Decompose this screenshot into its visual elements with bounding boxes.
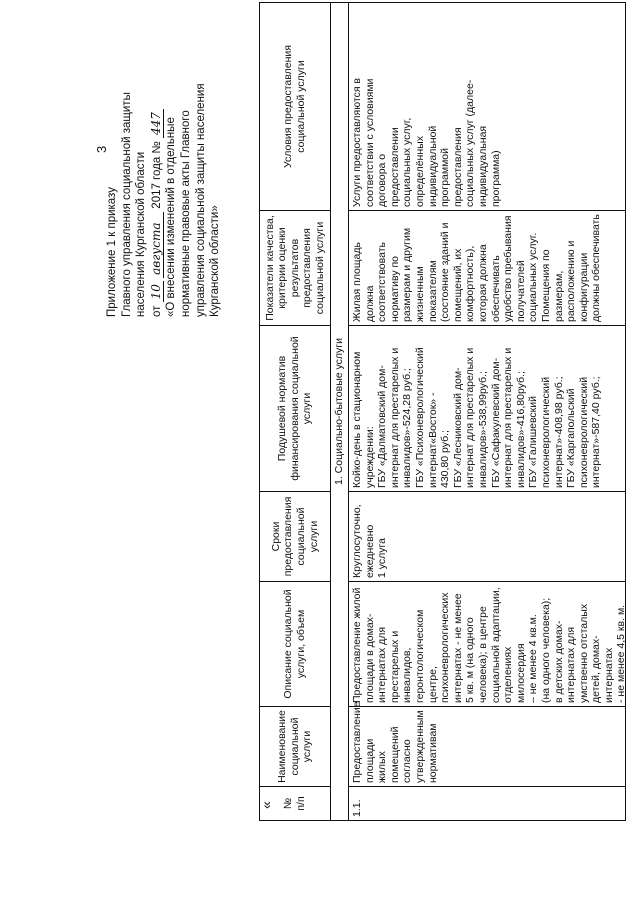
appendix-title-line-1: «О внесении изменений в отдельные	[165, 117, 178, 317]
row-conditions: Услуги предоставляются в соответствии с условиями договора о предоставлении социальных услуг, определённых индивидуальной программой предоставления социальных услуг (далее- индивидуальная программа)	[351, 77, 502, 207]
page-number: 3	[94, 145, 109, 153]
header-terms: Сроки предоставления социальной услуги	[260, 492, 331, 582]
header-quality: Показатели качества, критерии оценки результатов предоставления социальной услуги	[260, 211, 331, 326]
date-year-text: 2017 года №	[150, 141, 163, 209]
appendix-title-line-2: нормативные правовые акты Главного	[179, 110, 192, 317]
date-prefix: от	[150, 305, 163, 317]
appendix-title-line-3: управления социальной защиты населения	[194, 83, 207, 317]
row-number: 1.1.	[351, 799, 363, 817]
row-terms: Круглосуточно, ежедневно 1 услуга	[351, 504, 389, 578]
appendix-date-line	[149, 17, 165, 317]
header-number: № п/п	[260, 787, 331, 821]
appendix-line-1: Приложение 1 к приказу	[106, 187, 118, 317]
header-conditions: Условия предоставления социальной услуги	[260, 3, 331, 211]
date-month: августа	[149, 212, 165, 278]
appendix-line-2: Главного управления социальной защиты	[120, 92, 133, 317]
appendix-header	[105, 17, 223, 317]
header-service-name: Наименование социальной услуги	[260, 707, 331, 787]
order-number: 447	[149, 109, 165, 138]
row-description: Предоставление жилой площади в домах- интернатах для престарелых и инвалидов, геронтологическом центре, психоневрологических интернатах - не менее 5 кв. м (на одного человека); в центре социальной адаптации, отделениях милосердия – не менее 4 кв.м. (на одного человека); в детских домах- интернатах для умственно отсталых детей, домах-интернатах - не менее 4,5 кв. м.	[351, 587, 628, 703]
date-day: 10	[149, 281, 165, 302]
opening-quote-mark: «	[258, 801, 274, 809]
table-header-row	[260, 3, 331, 821]
row-quality: Жилая площадь должна соответствовать нормативу по размерам и другим жизненным показателям (состояние зданий и помещений, их комфортность), которая должна обеспечивать удобство пребывания получателей социальных услуг. Помещения по размерам, расположению и конфигурации должны обеспечивать	[351, 214, 603, 322]
header-description: Описание социальной услуги, объем	[260, 582, 331, 707]
appendix-line-3: населения Курганской области	[135, 151, 148, 317]
table-row	[349, 3, 626, 821]
row-service-name: Предоставление площади жилых помещений согласно утвержденным нормативам	[351, 701, 439, 783]
header-norm: Подушевой норматив финансирования социальной услуги	[260, 326, 331, 492]
services-table	[259, 2, 626, 821]
appendix-title-line-4: Курганской области»	[209, 205, 222, 317]
row-norm: Койко-день в стационарном учреждении: ГБУ «Далматовский дом- интернат для престарелых и инвалидов»-524,28 руб.; ГБУ «Психоневрологический интернат«Восток» - 430,80 руб.; ГБУ «Лесниковский дом- интернат для престарелых и инвалидов»-538,99руб.; ГБУ «Сафакулевский дом- интернат для престарелых и инвалидов»-416,80руб.; ГБУ «Галишевский психоневрологический интернат»-408,98 руб.; ГБУ «Каргапольский психоневрологический интернат»-587,40 руб.;	[351, 347, 603, 488]
section-title: 1. Социально-бытовые услуги	[331, 3, 349, 821]
section-row	[331, 3, 349, 821]
